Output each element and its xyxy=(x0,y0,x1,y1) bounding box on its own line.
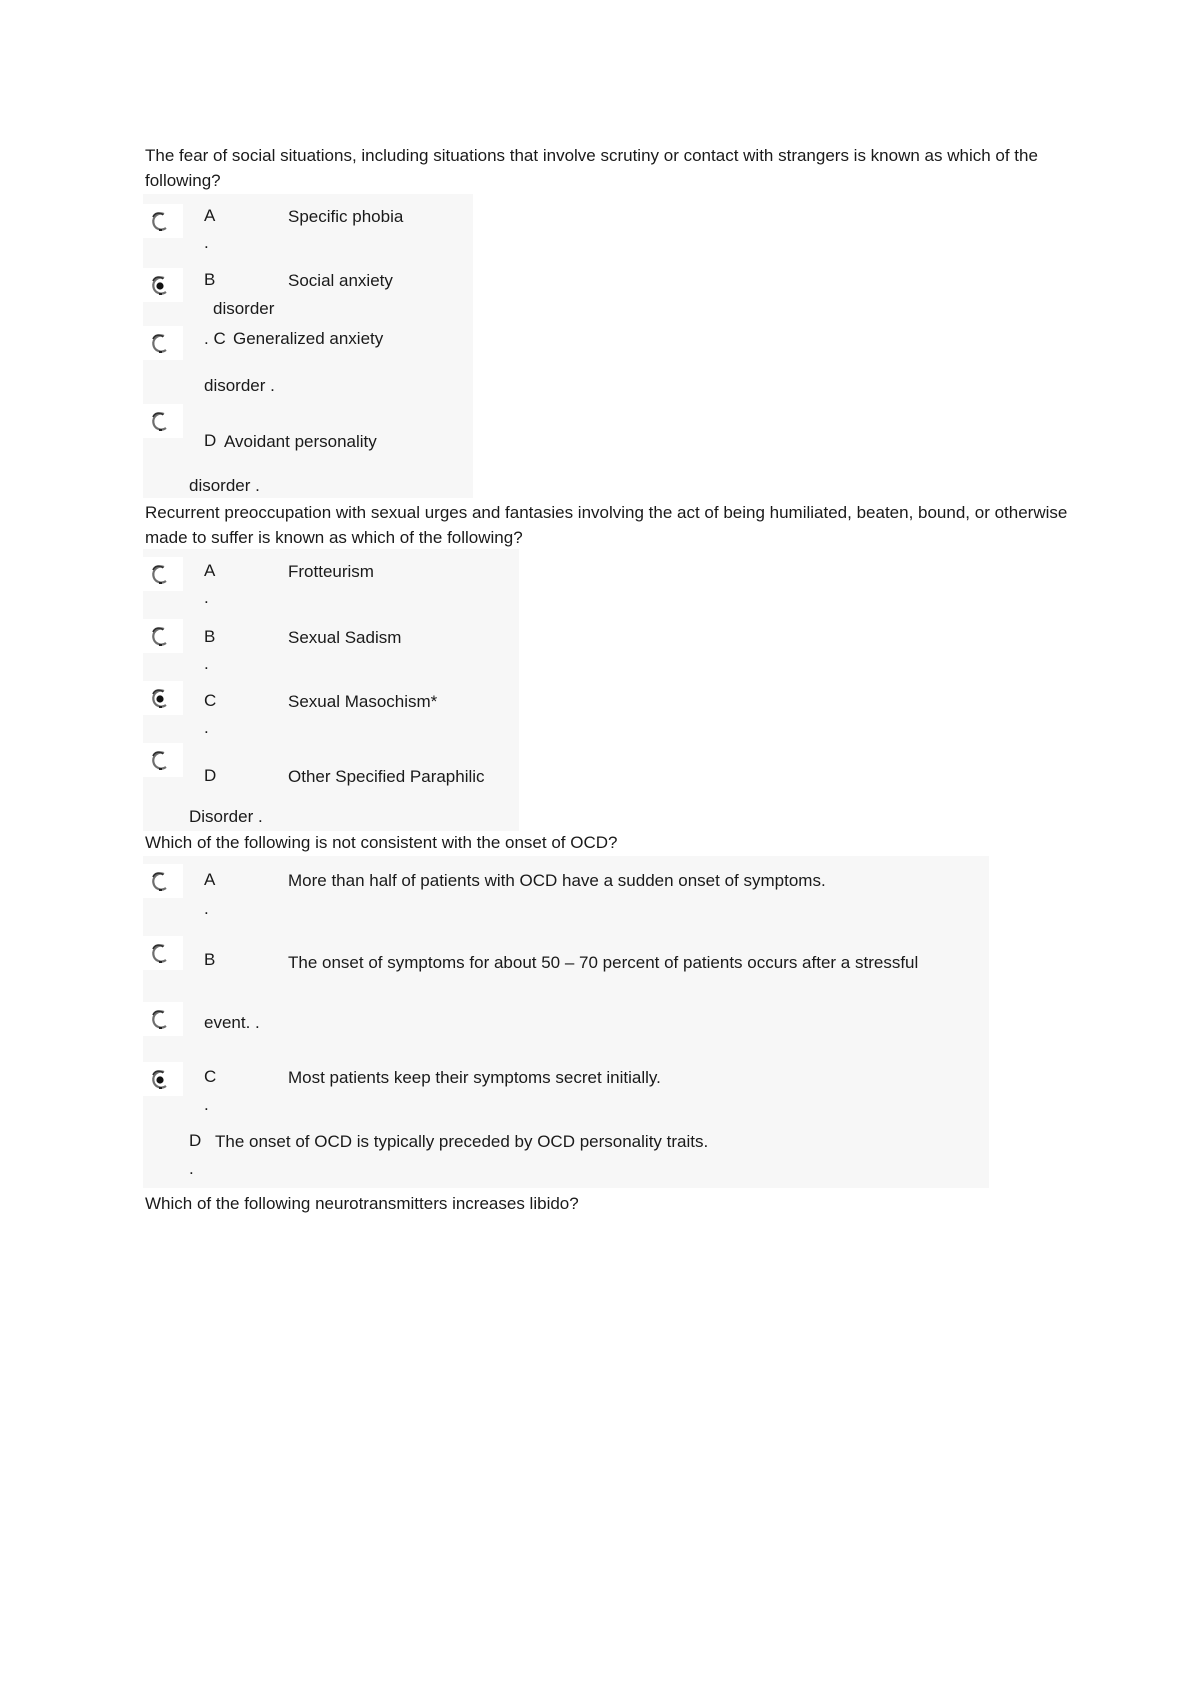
option-c-label: Most patients keep their symptoms secret initially. xyxy=(288,1068,661,1087)
option-d-radio[interactable] xyxy=(143,743,183,777)
option-d-radio[interactable] xyxy=(143,404,183,438)
option-a-label: Specific phobia xyxy=(288,207,404,226)
option-a-radio[interactable] xyxy=(143,204,183,238)
option-c-letter: . C xyxy=(204,329,226,348)
option-c-radio[interactable] xyxy=(143,1062,183,1096)
option-d-letter: D xyxy=(189,1131,202,1150)
option-c-continuation: disorder . xyxy=(204,376,275,395)
option-b-radio[interactable] xyxy=(143,936,183,970)
option-a-dot: . xyxy=(204,588,209,607)
option-b-radio[interactable] xyxy=(143,619,183,653)
option-b-label: Sexual Sadism xyxy=(288,628,402,647)
question-2-options xyxy=(143,549,519,831)
option-a-letter: A xyxy=(204,206,216,225)
option-d-continuation: disorder . xyxy=(189,476,260,495)
option-a-radio[interactable] xyxy=(143,864,183,898)
option-c-dot: . xyxy=(204,718,209,737)
option-b-radio[interactable] xyxy=(143,268,183,302)
question-3-text: Which of the following is not consistent with the onset of OCD? xyxy=(145,833,618,852)
option-d-letter: D xyxy=(204,431,217,450)
radio-icon xyxy=(147,562,173,588)
option-d-continuation: Disorder . xyxy=(189,807,263,826)
option-b-continuation: disorder xyxy=(213,299,275,318)
question-1-text: The fear of social situations, including situations that involve scrutiny or contact with strangers is known as which of the following? xyxy=(145,146,1038,190)
radio-icon xyxy=(147,1007,173,1033)
radio-icon xyxy=(147,209,173,235)
radio-selected-icon xyxy=(147,1067,173,1093)
radio-icon xyxy=(147,748,173,774)
option-b-label: Social anxiety xyxy=(288,271,393,290)
option-b-letter: B xyxy=(204,950,216,969)
option-b-letter: B xyxy=(204,270,216,289)
option-b-dot: . xyxy=(204,654,209,673)
option-a-letter: A xyxy=(204,870,216,889)
radio-icon xyxy=(147,409,173,435)
option-a-dot: . xyxy=(204,233,209,252)
option-d-label: Avoidant personality xyxy=(224,432,377,451)
radio-selected-icon xyxy=(147,273,173,299)
option-a-radio[interactable] xyxy=(143,557,183,591)
radio-icon xyxy=(147,624,173,650)
radio-selected-icon xyxy=(147,686,173,712)
radio-icon xyxy=(147,331,173,357)
option-b-letter: B xyxy=(204,627,216,646)
option-a-dot: . xyxy=(204,899,209,918)
question-4-text: Which of the following neurotransmitters increases libido? xyxy=(145,1194,579,1213)
option-a-label: Frotteurism xyxy=(288,562,374,581)
option-d-letter: D xyxy=(204,766,217,785)
question-2-text: Recurrent preoccupation with sexual urges and fantasies involving the act of being humiliated, beaten, bound, or otherwise made to suffer is known as which of the following? xyxy=(145,503,1068,547)
option-c-dot: . xyxy=(204,1095,209,1114)
option-b-label: The onset of symptoms for about 50 – 70 percent of patients occurs after a stressful xyxy=(288,953,919,972)
option-a-label: More than half of patients with OCD have a sudden onset of symptoms. xyxy=(288,871,826,890)
option-c-label: Generalized anxiety xyxy=(233,329,384,348)
radio-icon xyxy=(147,869,173,895)
radio-icon xyxy=(147,941,173,967)
option-a-letter: A xyxy=(204,561,216,580)
option-b-radio-2[interactable] xyxy=(143,1002,183,1036)
option-d-label: The onset of OCD is typically preceded by OCD personality traits. xyxy=(215,1132,709,1151)
option-c-label: Sexual Masochism* xyxy=(288,692,438,711)
option-d-dot: . xyxy=(189,1159,194,1178)
option-c-letter: C xyxy=(204,691,217,710)
option-c-radio[interactable] xyxy=(143,326,183,360)
option-c-letter: C xyxy=(204,1067,217,1086)
option-d-label: Other Specified Paraphilic xyxy=(288,767,485,786)
option-b-continuation: event. . xyxy=(204,1013,260,1032)
option-c-radio[interactable] xyxy=(143,681,183,715)
